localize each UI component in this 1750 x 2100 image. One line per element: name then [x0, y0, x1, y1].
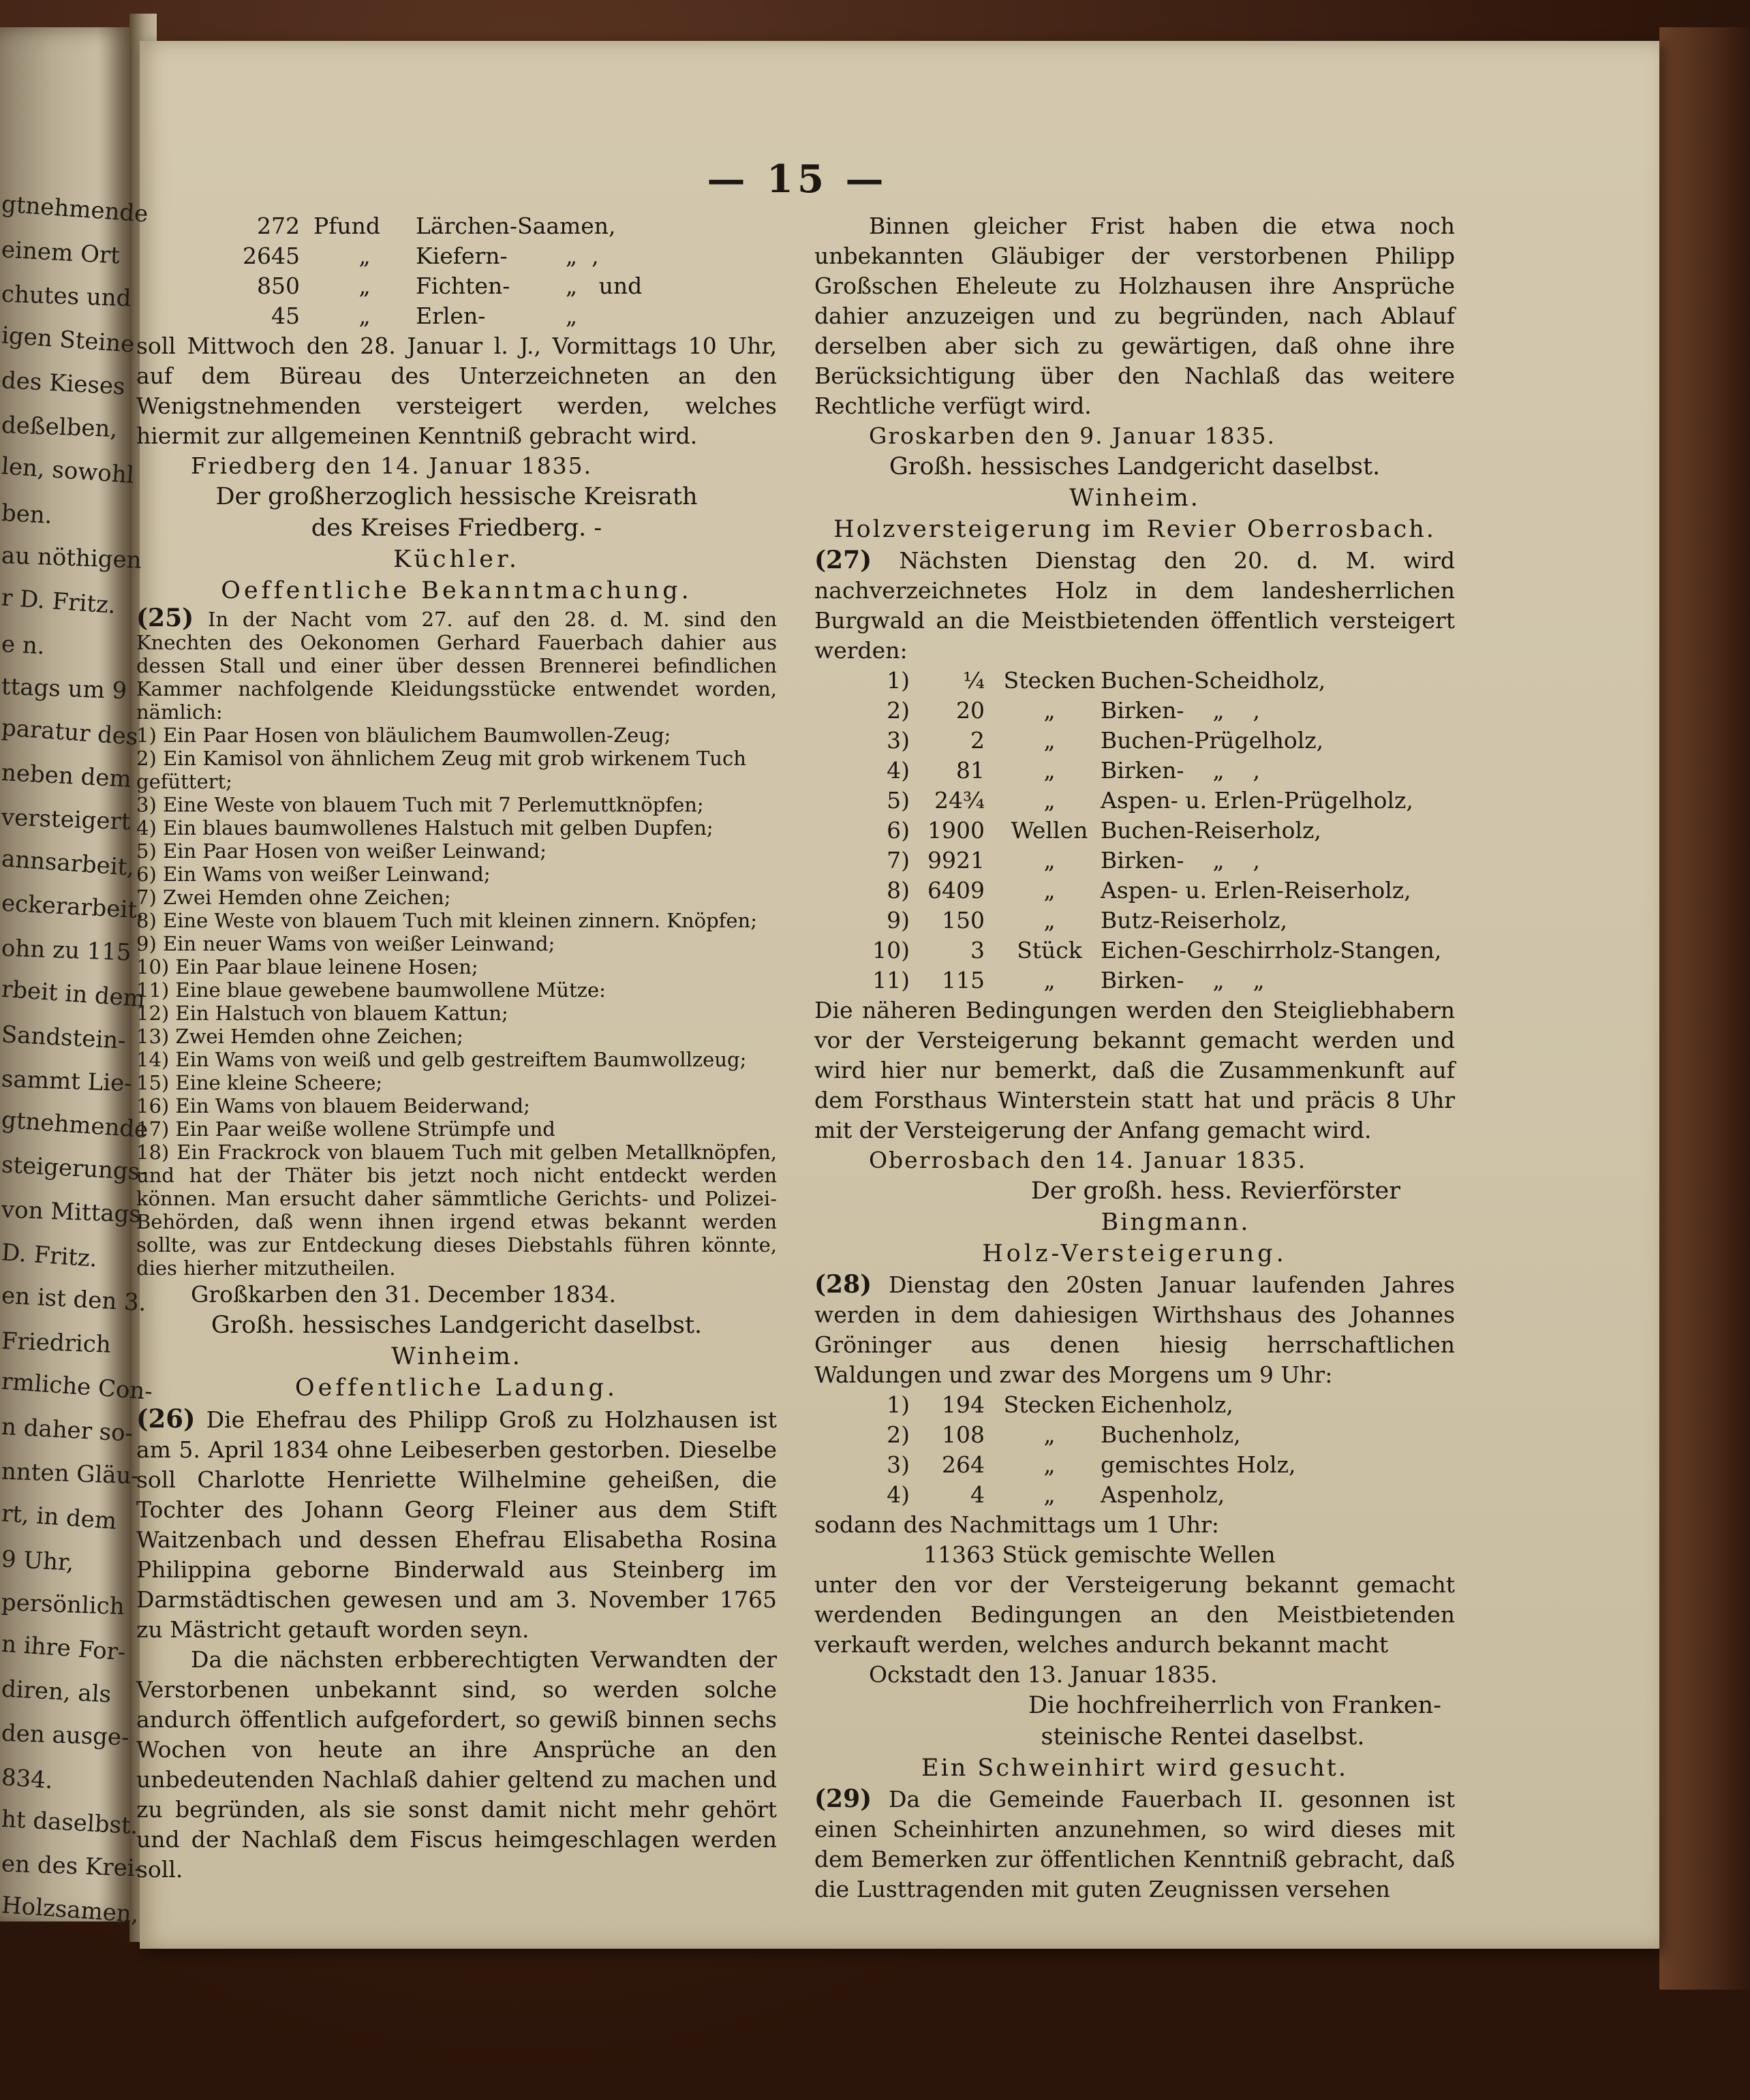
- margin-fragment: deßelben,: [1, 412, 118, 443]
- list-item: 16) Ein Wams von blauem Beiderwand;: [136, 1094, 530, 1117]
- notice-27-text: [814, 545, 1455, 666]
- notice-25-signature-line-1: Großh. hessisches Landgericht daselbst.: [211, 1312, 703, 1339]
- list-item: 8) Eine Weste von blauem Tuch mit kleinen zinnern. Knöpfen;: [136, 909, 758, 932]
- notice-29-text: [814, 1784, 1455, 1904]
- table-row: 9) 150 „ Butz-Reiserholz,: [887, 907, 1288, 933]
- table-row: 11) 115 „ Birken- „ „: [872, 967, 1265, 993]
- notice-28-text: [814, 1269, 1455, 1390]
- list-item: 11) Eine blaue gewebene baumwollene Mütze:: [136, 978, 606, 1002]
- notice-28-number: (28): [814, 1270, 872, 1299]
- margin-fragment: steigerungs-: [1, 1151, 149, 1186]
- list-item: 12) Ein Halstuch von blauem Kattun;: [136, 1002, 508, 1025]
- margin-fragment: r D. Fritz.: [0, 584, 117, 619]
- notice-29-number: (29): [814, 1785, 872, 1813]
- table-row: 2) 108 „ Buchenholz,: [887, 1421, 1241, 1448]
- table-row: 4) 4 „ Aspenholz,: [887, 1481, 1225, 1508]
- margin-fragment: Friedrich: [1, 1327, 112, 1359]
- margin-fragment: rbeit in dem: [0, 975, 147, 1013]
- margin-fragment: chutes und: [1, 280, 132, 313]
- margin-fragment: nnten Gläu-: [1, 1457, 140, 1490]
- table-row: 3) 2 „ Buchen-Prügelholz,: [887, 727, 1324, 754]
- seed-table: [136, 211, 777, 331]
- margin-fragment: des Kieses: [1, 367, 126, 401]
- list-item: 6) Ein Wams von weißer Leinwand;: [136, 863, 491, 886]
- margin-fragment: Holzsamen,: [0, 1891, 140, 1928]
- margin-fragment: igen Steine: [0, 322, 136, 358]
- list-item: 18) Ein Frackrock von blauem Tuch mit gelben Metallknöpfen, und hat der Thäter bis jetzt noch nicht entdeckt werden können. Man ersucht daher sämmtliche Gerichts- und Polizei-Behörden, daß wenn ihnen irgend etwas bekannt werden sollte, was zur Entdeckung dieses Diebstahls führen könnte, dies hierher mitzutheilen.: [136, 1141, 777, 1280]
- margin-fragment: en ist den 3.: [1, 1282, 147, 1317]
- book-cover-edge: [1659, 27, 1750, 1990]
- margin-fragment: 834.: [0, 1763, 55, 1795]
- notice-25-place-date: Großkarben den 31. December 1834.: [191, 1281, 616, 1308]
- list-item: 5) Ein Paar Hosen von weißer Leinwand;: [136, 839, 547, 863]
- list-item: 10) Ein Paar blaue leinene Hosen;: [136, 955, 478, 978]
- seed-place-date: Friedberg den 14. Januar 1835.: [191, 452, 593, 479]
- margin-fragment: rt, in dem: [0, 1500, 118, 1535]
- seed-row: 45 „ Erlen- „: [271, 303, 578, 329]
- notice-27-number: (27): [814, 546, 872, 574]
- notice-27-body: Nächsten Dienstag den 20. d. M. wird nachverzeichnetes Holz in dem landesherrlichen Burgwald an die Meistbietenden öffentlich versteigert werden:: [814, 547, 1455, 664]
- margin-fragment: annsarbeit,: [0, 845, 136, 882]
- margin-fragment: diren, als: [1, 1675, 112, 1709]
- margin-fragment: eckerarbeit,: [1, 889, 145, 925]
- table-row: 5) 24¾ „ Aspen- u. Erlen-Prügelholz,: [887, 787, 1413, 814]
- list-item: 4) Ein blaues baumwollenes Halstuch mit gelben Dupfen;: [136, 816, 713, 839]
- notice-26-heading: Oeffentliche Ladung.: [294, 1374, 619, 1402]
- notice-27-place-date: Oberrosbach den 14. Januar 1835.: [869, 1147, 1307, 1173]
- notice-26-place-date: Groskarben den 9. Januar 1835.: [869, 422, 1276, 449]
- seed-row: 272 Pfund Lärchen-Saamen,: [257, 213, 616, 239]
- notice-28-signature-line-1: Die hochfreiherrlich von Franken-: [1028, 1692, 1441, 1719]
- notice-26-text-2: Da die nächsten erbberechtigten Verwandten der Verstorbenen unbekannt sind, so werden solche andurch öffentlich aufgefordert, so gewiß binnen sechs Wochen von heute an ihre Ansprüche an den unbedeutenden Nachlaß dahier geltend zu machen und zu begründen, als sie sonst damit nicht mehr gehört und der Nachlaß dem Fiscus heimgeschlagen werden soll.: [136, 1646, 777, 1883]
- list-item: 1) Ein Paar Hosen von bläulichem Baumwollen-Zeug;: [136, 724, 671, 747]
- list-item: 3) Eine Weste von blauem Tuch mit 7 Perlemuttknöpfen;: [136, 793, 704, 816]
- notice-26-text: [136, 1404, 777, 1645]
- table-row: 2) 20 „ Birken- „ ,: [887, 697, 1261, 724]
- margin-fragment: gtnehmende: [0, 190, 149, 228]
- seed-row: 850 „ Fichten- „ und: [257, 273, 643, 299]
- notice-25-signature-name: Winheim.: [391, 1343, 522, 1370]
- seed-auction-text: soll Mittwoch den 28. Januar l. J., Vormittags 10 Uhr, auf dem Büreau des Unterzeichneten an den Wenigstnehmenden versteigert werden, welches hiermit zur allgemeinen Kenntniß gebracht wird.: [136, 333, 777, 449]
- notice-28-bundles: 11363 Stück gemischte Wellen: [923, 1541, 1276, 1568]
- margin-fragment: Sandstein-: [1, 1021, 127, 1055]
- list-item: 9) Ein neuer Wams von weißer Leinwand;: [136, 932, 555, 955]
- table-row: 1) ¼ Stecken Buchen-Scheidholz,: [887, 667, 1326, 694]
- margin-fragment: einem Ort: [1, 236, 121, 270]
- list-item: 14) Ein Wams von weiß und gelb gestreiftem Baumwollzeug;: [136, 1048, 747, 1071]
- seed-signature-name: Küchler.: [393, 546, 520, 573]
- notice-29-body: Da die Gemeinde Fauerbach II. gesonnen ist einen Scheinhirten anzunehmen, so wird dieses mit dem Bemerken zur öffentlichen Kenntniß gebracht, daß die Lusttragenden mit guten Zeugnissen versehen: [814, 1786, 1455, 1902]
- notice-28-body: Dienstag den 20sten Januar laufenden Jahres werden in dem dahiesigen Wirthshaus des Johannes Gröninger aus denen hiesig herrschaftlichen Waldungen und zwar des Morgens um 9 Uhr:: [814, 1271, 1455, 1388]
- margin-fragment: neben dem: [1, 759, 132, 793]
- margin-fragment: ttags um 9: [1, 673, 127, 705]
- margin-fragment: ben.: [1, 499, 53, 529]
- notice-28-place-date: Ockstadt den 13. Januar 1835.: [869, 1661, 1218, 1688]
- notice-25-heading: Oeffentliche Bekanntmachung.: [221, 577, 692, 604]
- notice-26-body: Die Ehefrau des Philipp Groß zu Holzhausen ist am 5. April 1834 ohne Leibeserben gestorben. Dieselbe soll Charlotte Henriette Wilhelmine geheißen, die Tochter des Johann Georg Fleiner aus dem Stift Waitzenbach und dessen Ehefrau Elisabetha Rosina Philippina geborne Binderwald aus Steinberg im Darmstädtischen gewesen und am 3. November 1765 zu Mästricht getauft worden seyn.: [136, 1406, 778, 1643]
- list-item: 15) Eine kleine Scheere;: [136, 1071, 383, 1094]
- table-row: 7) 9921 „ Birken- „ ,: [887, 847, 1261, 874]
- margin-fragment: e n.: [0, 630, 46, 660]
- seed-signature-line-2: des Kreises Friedberg. -: [311, 514, 602, 542]
- notice-28-heading: Holz-Versteigerung.: [982, 1240, 1287, 1267]
- margin-fragment: von Mittags: [1, 1196, 142, 1229]
- table-row: 6) 1900 Wellen Buchen-Reiserholz,: [887, 817, 1321, 844]
- notice-25-text: [136, 606, 777, 724]
- notice-29-heading: Ein Schweinhirt wird gesucht.: [921, 1755, 1348, 1782]
- margin-fragment: paratur des: [0, 714, 139, 751]
- margin-fragment: versteigert: [1, 803, 132, 836]
- list-item: 2) Ein Kamisol von ähnlichem Zeug mit grob wirkenem Tuch gefüttert;: [136, 747, 746, 793]
- margin-fragment: ht daselbst.: [1, 1805, 139, 1840]
- notice-26-signature-name: Winheim.: [1069, 484, 1200, 512]
- left-column: [136, 211, 777, 1885]
- notice-26-number: (26): [136, 1404, 196, 1434]
- notice-27-heading: Holzversteigerung im Revier Oberrosbach.: [833, 516, 1436, 543]
- stolen-items-list: [136, 724, 777, 1280]
- notice-28-signature-line-2: steinische Rentei daselbst.: [1041, 1723, 1365, 1750]
- margin-fragment: ohn zu 115: [1, 934, 132, 967]
- margin-fragment: len, sowohl: [0, 452, 135, 489]
- list-item: 13) Zwei Hemden ohne Zeichen;: [136, 1025, 463, 1048]
- seed-signature-line-1: Der großherzoglich hessische Kreisrath: [215, 483, 698, 510]
- page-number: — 15 —: [707, 157, 888, 202]
- margin-fragment: persönlich: [1, 1588, 125, 1621]
- table-row: 1) 194 Stecken Eichenholz,: [887, 1391, 1233, 1418]
- table-row: 8) 6409 „ Aspen- u. Erlen-Reiserholz,: [887, 877, 1411, 904]
- notice-28-conditions: unter den vor der Versteigerung bekannt gemacht werdenden Bedingungen an den Meistbietenden verkauft werden, welches andurch bekannt macht: [814, 1571, 1455, 1658]
- list-item: 7) Zwei Hemden ohne Zeichen;: [136, 886, 451, 909]
- margin-fragment: sammt Lie-: [1, 1065, 133, 1098]
- table-row: 4) 81 „ Birken- „ ,: [887, 757, 1261, 784]
- notice-26-continuation: Binnen gleicher Frist haben die etwa noch unbekannten Gläubiger der verstorbenen Philipp Großschen Eheleute zu Holzhausen ihre Ansprüche dahier anzuzeigen und zu begründen, nach Ablauf derselben aber sich zu gewärtigen, daß ohne ihre Berücksichtigung über den Nachlaß das weitere Rechtliche verfügt wird.: [814, 213, 1455, 419]
- margin-fragment: rmliche Con-: [0, 1368, 154, 1406]
- margin-fragment: n daher so-: [1, 1412, 134, 1448]
- notice-27-conditions: Die näheren Bedingungen werden den Steigliebhabern vor der Versteigerung bekannt gemacht werden und wird hier nur bemerkt, daß die Zusammenkunft auf dem Forsthaus Winterstein statt hat und präcis 8 Uhr mit der Versteigerung der Anfang gemacht wird.: [814, 997, 1455, 1143]
- table-row: 10) 3 Stück Eichen-Geschirrholz-Stangen,: [872, 937, 1442, 963]
- wood-table-27: [814, 666, 1455, 995]
- margin-fragment: den ausge-: [1, 1719, 130, 1752]
- notice-25-number: (25): [136, 604, 194, 632]
- margin-fragment: en des Krei-: [1, 1850, 143, 1883]
- margin-fragment: n ihre For-: [0, 1630, 127, 1667]
- margin-fragment: gtnehmende: [0, 1106, 149, 1144]
- margin-fragment: 9 Uhr,: [1, 1545, 75, 1577]
- margin-fragment: D. Fritz.: [0, 1239, 98, 1273]
- notice-27-signature-name: Bingmann.: [1101, 1209, 1250, 1236]
- table-row: 3) 264 „ gemischtes Holz,: [887, 1451, 1296, 1478]
- list-item: 17) Ein Paar weiße wollene Strümpfe und: [136, 1117, 555, 1141]
- margin-fragment: au nöthigen: [1, 542, 142, 574]
- notice-27-signature-line-1: Der großh. hess. Revierförster: [1030, 1177, 1400, 1205]
- notice-25-body: In der Nacht vom 27. auf den 28. d. M. sind den Knechten des Oekonomen Gerhard Fauerbach dahier aus dessen Stall und einer über dessen Brennerei befindlichen Kammer nachfolgende Kleidungsstücke entwendet worden, nämlich:: [136, 608, 777, 724]
- notice-28-afternoon: sodann des Nachmittags um 1 Uhr:: [814, 1511, 1220, 1538]
- right-column: [814, 211, 1455, 1904]
- seed-row: 2645 „ Kiefern- „ ,: [243, 243, 599, 269]
- notice-26-signature-line-1: Großh. hessisches Landgericht daselbst.: [889, 453, 1381, 480]
- wood-table-28: [814, 1390, 1455, 1510]
